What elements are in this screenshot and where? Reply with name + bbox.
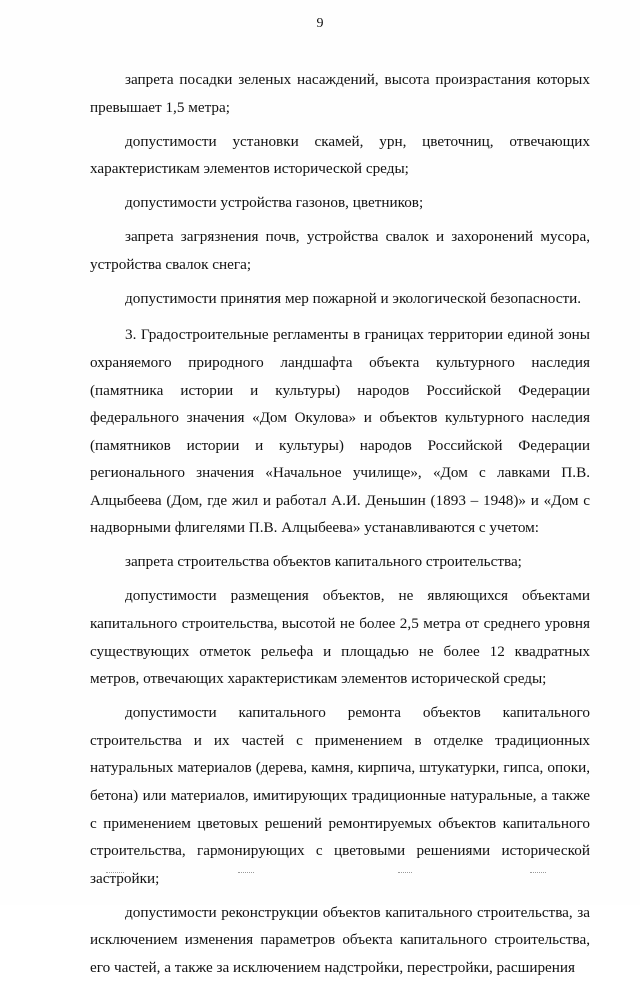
page-number: 9 <box>316 16 324 31</box>
paragraph-section-3: 3. Градостроительные регламенты в границах территории единой зоны охраняемого природного ландшафта объекта культурного наследия (памятника истории и культуры) народов Российской Федерации федерального значения «Дом Окулова» и объектов культурного наследия (памятников истории и культуры) народов Российской Федерации регионального значения «Начальное училище», «Дом с лавками П.В. Алцыбеева (Дом, где жил и работал А.И. Деньшин (1893 – 1948)» и «Дом с надворными флигелями П.В. Алцыбеева» устанавливаются с учетом: <box>90 326 590 537</box>
scan-mark <box>398 872 412 874</box>
paragraph-benches: допустимости установки скамей, урн, цветочниц, отвечающих характеристикам элементов исторической среды; <box>90 132 590 178</box>
scan-mark <box>238 872 254 874</box>
paragraph-construction-ban: запрета строительства объектов капитального строительства; <box>125 553 522 571</box>
document-body <box>90 66 590 988</box>
paragraph-fire-safety: допустимости принятия мер пожарной и экологической безопасности. <box>125 289 582 307</box>
paragraph-lawns: допустимости устройства газонов, цветников; <box>125 194 424 212</box>
scan-artifacts <box>0 872 640 878</box>
scan-mark <box>106 872 124 874</box>
paragraph-capital-repair: допустимости капитального ремонта объектов капитального строительства и их частей с применением в отделке традиционных натуральных материалов (дерева, камня, кирпича, штукатурки, гипса, опоки, бетона) или материалов, имитирующих традиционные натуральные, а также с применением цветовых решений ремонтируемых объектов капитального строительства, гармонирующих с цветовыми решениями исторической застройки; <box>90 704 590 887</box>
paragraph-non-capital-objects: допустимости размещения объектов, не являющихся объектами капитального строительства, высотой не более 2,5 метра от среднего уровня существующих отметок рельефа и площадью не более 12 квадратных метров, отвечающих характеристикам элементов исторической среды; <box>90 587 590 688</box>
paragraph-soil-pollution: запрета загрязнения почв, устройства свалок и захоронений мусора, устройства свалок снега; <box>90 228 590 273</box>
scan-mark <box>530 872 546 874</box>
paragraph-reconstruction: допустимости реконструкции объектов капитального строительства, за исключением изменения параметров объекта капитального строительства, его частей, а также за исключением надстройки, перестройки, расширения <box>90 903 590 976</box>
paragraph-planting-ban: запрета посадки зеленых насаждений, высота произрастания которых превышает 1,5 метра; <box>90 71 590 116</box>
